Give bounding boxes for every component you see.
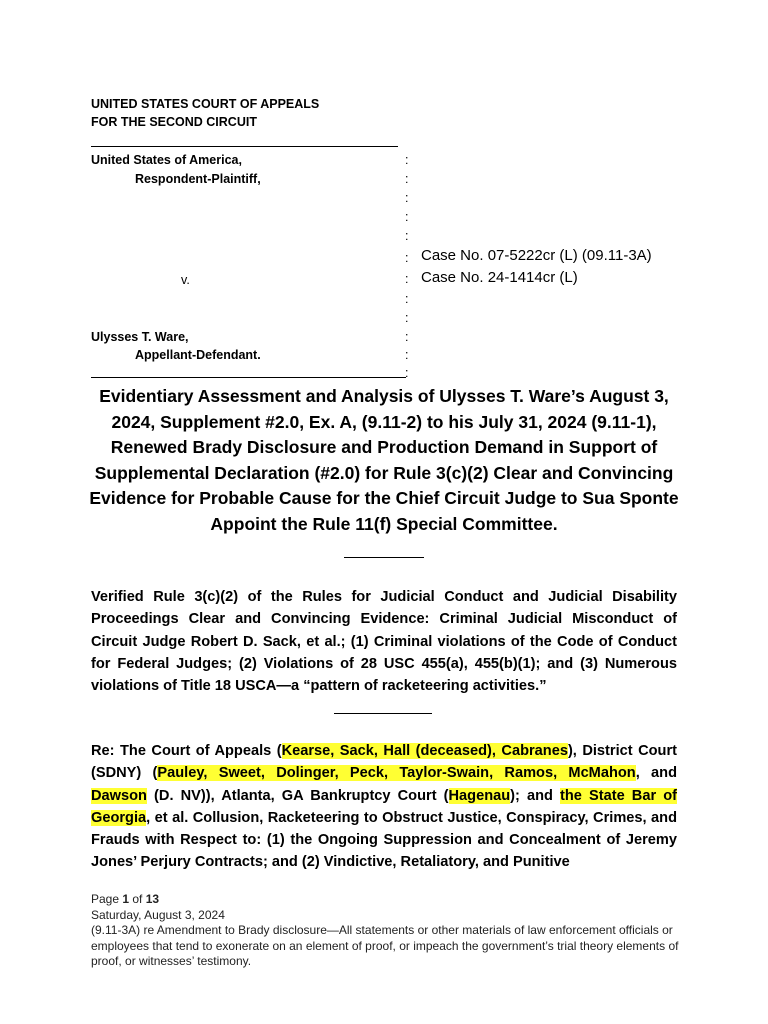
- caption-colon: :: [405, 292, 409, 306]
- highlighted-names: Dawson: [91, 787, 147, 804]
- document-title: Evidentiary Assessment and Analysis of Ulysses T. Ware’s August 3, 2024, Supplement #2.0, Ex. A, (9.11-2) to his July 31, 2024 (9.11-1), Renewed Brady Disclosure and Production Demand in Support of Supplemental Declaration (#2.0) for Rule 3(c)(2) Clear and Convincing Evidence for Probable Cause for the Chief Circuit Judge to Sua Sponte Appoint the Rule 11(f) Special Committee.: [89, 386, 679, 534]
- re-text: Re: The Court of Appeals (: [91, 743, 282, 759]
- highlighted-names: the State Bar of Georgia: [91, 787, 677, 826]
- court-name-line: UNITED STATES COURT OF APPEALS: [91, 97, 320, 111]
- caption-colon: :: [405, 251, 409, 265]
- versus-label: v.: [181, 273, 190, 287]
- highlighted-names: Pauley, Sweet, Dolinger, Peck, Taylor-Swain, Ramos, McMahon: [157, 765, 636, 782]
- caption-colon: :: [405, 348, 409, 362]
- caption-bottom-rule: [91, 377, 406, 378]
- statement-separator: [334, 713, 432, 714]
- re-text: (D. NV)), Atlanta, GA Bankruptcy Court (: [146, 787, 449, 804]
- caption-colon: :: [405, 366, 409, 380]
- re-paragraph: [91, 740, 677, 874]
- case-number-1: Case No. 07-5222cr (L) (09.11-3A): [421, 247, 652, 264]
- re-text: , and: [635, 765, 677, 782]
- page-footer: [91, 892, 691, 970]
- re-text: ); and: [510, 787, 561, 804]
- page-number: Page 1 of 13: [91, 892, 160, 906]
- plaintiff-name: United States of America,: [91, 153, 242, 167]
- caption-colon: :: [405, 272, 409, 286]
- court-heading: [91, 95, 319, 131]
- caption-top-rule: [91, 146, 398, 147]
- defendant-name: Ulysses T. Ware,: [91, 330, 189, 344]
- plaintiff-role: Respondent-Plaintiff,: [135, 172, 261, 186]
- caption-colon: :: [405, 153, 409, 167]
- court-circuit-line: FOR THE SECOND CIRCUIT: [91, 115, 257, 129]
- footer-note: (9.11-3A) re Amendment to Brady disclosure—All statements or other materials of law enforcement officials or employees that tend to exonerate on an element of proof, or impeach the government’s trial theory elements of proof, or witnesses’ testimony.: [91, 923, 679, 968]
- caption-colon: :: [405, 311, 409, 325]
- re-text: , et al. Collusion, Racketeering to Obstruct Justice, Conspiracy, Crimes, and Frauds with Respect to: (1) the Ongoing Suppression and Concealment of Jeremy Jones’ Perjury Contracts; and (2) Vindictive, Retaliatory, and Punitive: [91, 809, 677, 871]
- defendant-role: Appellant-Defendant.: [135, 348, 261, 362]
- caption-colon: :: [405, 330, 409, 344]
- footer-date: Saturday, August 3, 2024: [91, 907, 225, 922]
- re-text: ), District Court (SDNY) (: [91, 743, 677, 782]
- caption-colon: :: [405, 210, 409, 224]
- caption-colon: :: [405, 229, 409, 243]
- title-separator: [344, 557, 424, 558]
- caption-colon: :: [405, 172, 409, 186]
- verified-statement: Verified Rule 3(c)(2) of the Rules for Judicial Conduct and Judicial Disability Proceedings Clear and Convincing Evidence: Criminal Judicial Misconduct of Circuit Judge Robert D. Sack, et al.; (1) Criminal violations of the Code of Conduct for Federal Judges; (2) Violations of 28 USC 455(a), 455(b)(1); and (3) Numerous violations of Title 18 USCA—a “pattern of racketeering activities.”: [91, 589, 677, 695]
- caption-colon: :: [405, 191, 409, 205]
- highlighted-names: Hagenau: [448, 787, 511, 804]
- case-number-2: Case No. 24-1414cr (L): [421, 269, 578, 286]
- highlighted-names: Kearse, Sack, Hall (deceased), Cabranes: [281, 743, 568, 759]
